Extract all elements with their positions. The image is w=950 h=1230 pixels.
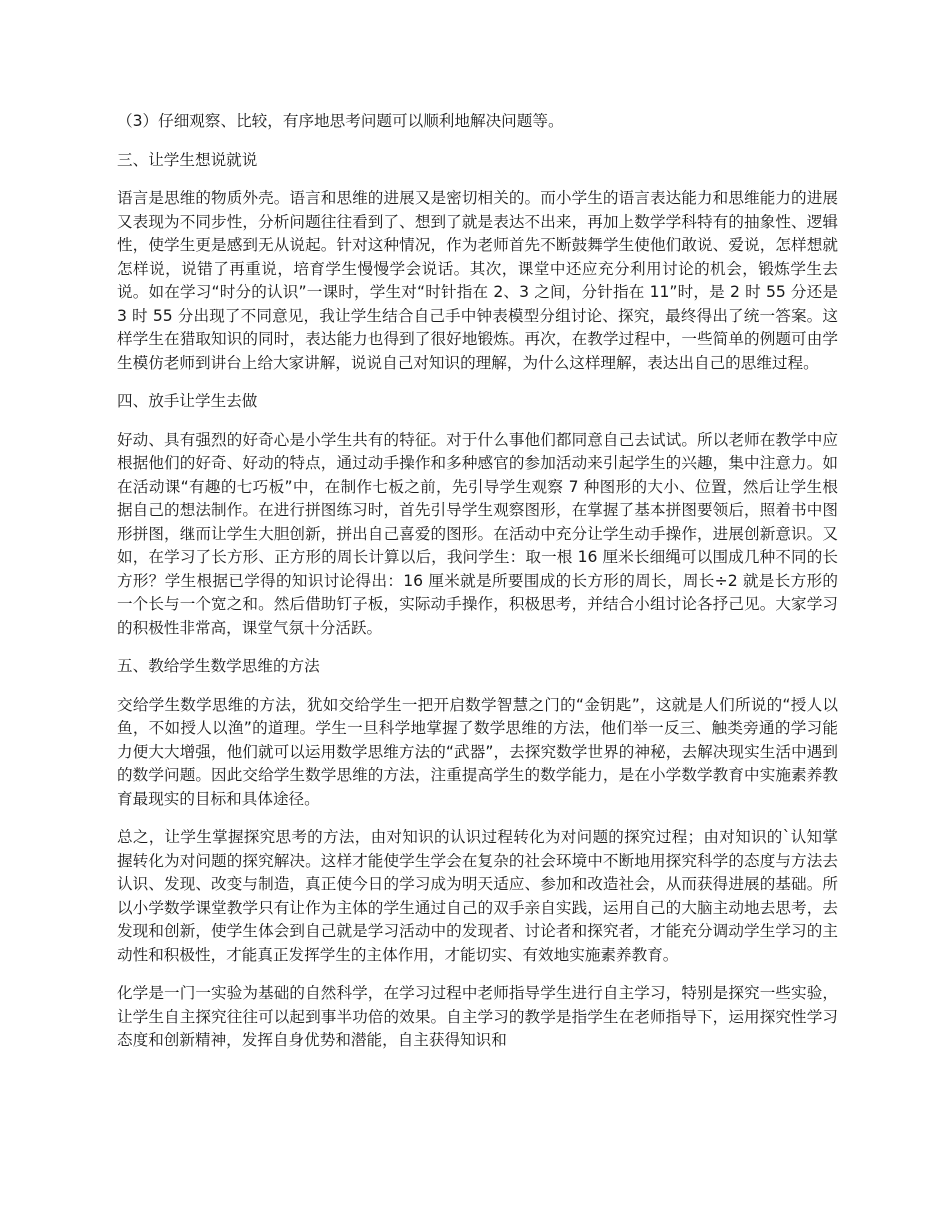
paragraph-thinking-methods: 交给学生数学思维的方法，犹如交给学生一把开启数学智慧之门的“金钥匙”，这就是人们所说的“授人以鱼，不如授人以渔”的道理。学生一旦科学地掌握了数学思维的方法，他们举一反三、触类旁通的学习能力便大大增强，他们就可以运用数学思维方法的“武器”，去探究数学世界的神秘，去解决现实生活中遇到的数学问题。因此交给学生数学思维的方法，注重提高学生的数学能力，是在小学数学教育中实施素养教育最现实的目标和具体途径。 [117, 695, 838, 808]
paragraph-speaking: 语言是思维的物质外壳。语言和思维的进展又是密切相关的。而小学生的语言表达能力和思维能力的进展又表现为不同步性，分析问题往往看到了、想到了就是表达不出来，再加上数学学科特有的抽象性、逻辑性，使学生更是感到无从说起。针对这种情况，作为老师首先不断鼓舞学生使他们敢说、爱说，怎样想就怎样说，说错了再重说，培育学生慢慢学会说话。其次，课堂中还应充分利用讨论的机会，锻炼学生去说。如在学习“时分的认识”一课时，学生对“时针指在 2、3 之间，分针指在 11”时，是 2 时 55 分还是 3 时 55 分出现了不同意见，我让学生结合自己手中钟表模型分组讨论、探究，最终得出了统一答案。这样学生在猎取知识的同时，表达能力也得到了很好地锻炼。再次，在教学过程中，一些简单的例题可由学生模仿老师到讲台上给大家讲解，说说自己对知识的理解，为什么这样理解，表达出自己的思维过程。 [117, 189, 838, 372]
paragraph-chemistry: 化学是一门一实验为基础的自然科学，在学习过程中老师指导学生进行自主学习，特别是探究一些实验，让学生自主探究往往可以起到事半功倍的效果。自主学习的教学是指学生在老师指导下，运用探究性学习态度和创新精神，发挥自身优势和潜能，自主获得知识和 [117, 984, 838, 1049]
section-heading-4: 四、放手让学生去做 [117, 392, 258, 410]
section-heading-5: 五、教给学生数学思维的方法 [117, 657, 320, 675]
paragraph-hands-on: 好动、具有强烈的好奇心是小学生共有的特征。对于什么事他们都同意自己去试试。所以老师在教学中应根据他们的好奇、好动的特点，通过动手操作和多种感官的参加活动来引起学生的兴趣，集中注意力。如在活动课“有趣的七巧板”中，在制作七板之前，先引导学生观察 7 种图形的大小、位置，然后让学生根据自己的想法制作。在进行拼图练习时，首先引导学生观察图形，在掌握了基本拼图要领后，照着书中图形拼图，继而让学生大胆创新，拼出自己喜爱的图形。在活动中充分让学生动手操作，进展创新意识。又如，在学习了长方形、正方形的周长计算以后，我问学生：取一根 16 厘米长细绳可以围成几种不同的长方形？学生根据已学得的知识讨论得出：16 厘米就是所要围成的长方形的周长，周长÷2 就是长方形的一个长与一个宽之和。然后借助钉子板，实际动手操作，积极思考，并结合小组讨论各抒己见。大家学习的积极性非常高，课堂气氛十分活跃。 [117, 430, 838, 637]
section-heading-3: 三、让学生想说就说 [117, 150, 258, 169]
paragraph-conclusion: 总之，让学生掌握探究思考的方法，由对知识的认识过程转化为对问题的探究过程；由对知识的`认知掌握转化为对问题的探究解决。这样才能使学生学会在复杂的社会环境中不断地用探究科学的态度与方法去认识、发现、改变与制造，真正使今日的学习成为明天适应、参加和改造社会，从而获得进展的基础。所以小学数学课堂教学只有让作为主体的学生通过自己的双手亲自实践，运用自己的大脑主动地去思考，去发现和创新，使学生体会到自己就是学习活动中的发现者、讨论者和探究者，才能充分调动学生学习的主动性和积极性，才能真正发挥学生的主体作用，才能切实、有效地实施素养教育。 [117, 828, 838, 964]
paragraph-item-3: （3）仔细观察、比较，有序地思考问题可以顺利地解决问题等。 [117, 112, 564, 130]
